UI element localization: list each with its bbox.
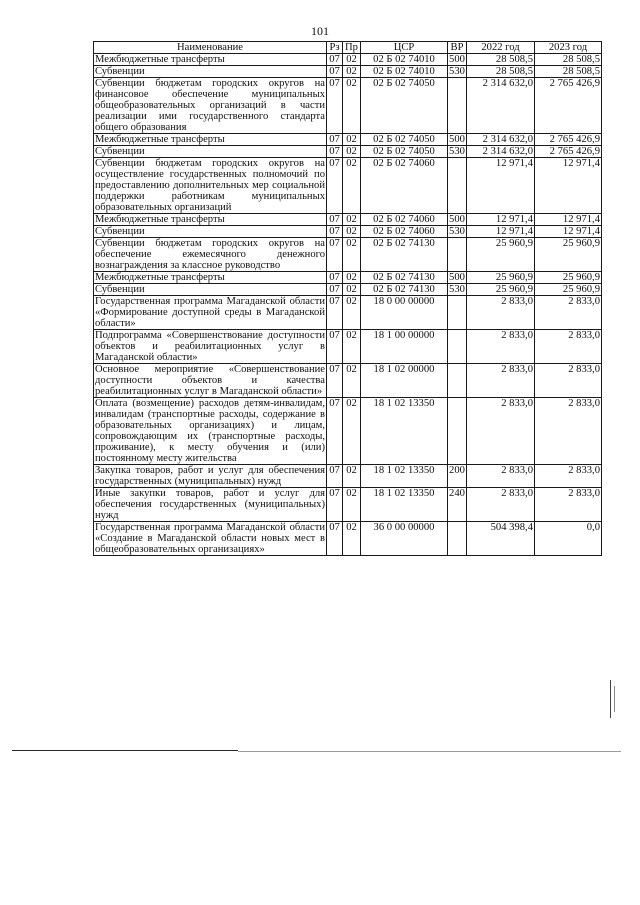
header-year-2022: 2022 год <box>467 42 535 54</box>
cell-rz: 07 <box>327 238 343 272</box>
cell-name: Основное мероприятие «Совершенствование доступности объектов и качества реабилитационных услуг в Магаданской области» <box>95 364 325 397</box>
cell-vr <box>448 522 467 556</box>
cell-amount-2023: 28 508,5 <box>535 54 602 66</box>
cell-csr: 02 Б 02 74060 <box>361 214 448 226</box>
cell-amount-2023: 25 960,9 <box>535 284 602 296</box>
cell-rz: 07 <box>327 54 343 66</box>
cell-pr: 02 <box>343 214 361 226</box>
cell-pr: 02 <box>343 522 361 556</box>
table-row <box>94 330 602 364</box>
page-number: 101 <box>311 24 329 38</box>
cell-rz: 07 <box>327 226 343 238</box>
cell-pr: 02 <box>343 330 361 364</box>
page-rule-right <box>238 751 621 752</box>
cell-name: Подпрограмма «Совершенствование доступности объектов и реабилитационных услуг в Магаданской области» <box>95 330 325 363</box>
cell-amount-2022: 2 833,0 <box>467 488 535 522</box>
cell-pr: 02 <box>343 238 361 272</box>
table-body <box>94 54 602 556</box>
cell-name: Закупка товаров, работ и услуг для обеспечения государственных (муниципальных) нужд <box>95 465 325 487</box>
cell-amount-2023: 28 508,5 <box>535 66 602 78</box>
cell-vr: 240 <box>448 488 467 522</box>
cell-amount-2022: 2 314 632,0 <box>467 134 535 146</box>
cell-amount-2023: 25 960,9 <box>535 272 602 284</box>
cell-pr: 02 <box>343 66 361 78</box>
cell-vr <box>448 330 467 364</box>
table-row <box>94 226 602 238</box>
cell-amount-2022: 2 833,0 <box>467 364 535 398</box>
table-row <box>94 364 602 398</box>
table-row <box>94 296 602 330</box>
cell-pr: 02 <box>343 158 361 214</box>
cell-csr: 18 1 00 00000 <box>361 330 448 364</box>
cell-amount-2023: 2 833,0 <box>535 465 602 488</box>
cell-rz: 07 <box>327 146 343 158</box>
cell-vr <box>448 296 467 330</box>
table-row <box>94 214 602 226</box>
header-vr: ВР <box>448 42 467 54</box>
cell-pr: 02 <box>343 465 361 488</box>
cell-csr: 02 Б 02 74130 <box>361 238 448 272</box>
table-row <box>94 78 602 134</box>
table-row <box>94 146 602 158</box>
cell-rz: 07 <box>327 214 343 226</box>
cell-amount-2022: 28 508,5 <box>467 66 535 78</box>
cell-pr: 02 <box>343 134 361 146</box>
scan-margin-mark <box>614 686 615 712</box>
cell-vr: 500 <box>449 134 465 145</box>
cell-csr: 02 Б 02 74010 <box>361 66 448 78</box>
cell-csr: 18 0 00 00000 <box>361 296 448 330</box>
cell-amount-2022: 2 833,0 <box>467 330 535 364</box>
cell-pr: 02 <box>343 488 361 522</box>
cell-rz: 07 <box>327 296 343 330</box>
cell-vr <box>448 238 467 272</box>
cell-csr: 02 Б 02 74130 <box>361 284 448 296</box>
cell-amount-2022: 2 314 632,0 <box>467 78 535 134</box>
cell-name: Субвенции <box>94 146 327 158</box>
cell-csr: 02 Б 02 74050 <box>361 78 448 134</box>
header-csr: ЦСР <box>361 42 448 54</box>
table-row <box>94 66 602 78</box>
cell-rz: 07 <box>327 158 343 214</box>
cell-rz: 07 <box>327 330 343 364</box>
cell-rz: 07 <box>327 78 343 134</box>
cell-amount-2023: 2 765 426,9 <box>535 134 602 146</box>
cell-amount-2022: 2 833,0 <box>467 296 535 330</box>
header-rz: Рз <box>327 42 343 54</box>
cell-rz: 07 <box>327 66 343 78</box>
cell-csr: 02 Б 02 74050 <box>361 146 448 158</box>
cell-rz: 07 <box>327 134 343 146</box>
cell-pr: 02 <box>343 226 361 238</box>
cell-name: Межбюджетные трансферты <box>94 272 327 284</box>
table-row <box>94 238 602 272</box>
cell-amount-2022: 12 971,4 <box>467 158 535 214</box>
cell-vr: 500 <box>449 214 465 225</box>
cell-rz: 07 <box>327 488 343 522</box>
cell-amount-2022: 2 833,0 <box>467 398 535 465</box>
cell-amount-2023: 2 833,0 <box>535 488 602 522</box>
cell-vr: 500 <box>449 54 465 65</box>
cell-pr: 02 <box>343 296 361 330</box>
cell-vr <box>448 158 467 214</box>
cell-name: Субвенции бюджетам городских округов на осуществление государственных полномочий по предоставлению дополнительных мер социальной поддержки работникам муниципальных образовательных организаций <box>95 158 325 213</box>
cell-vr <box>448 78 467 134</box>
cell-pr: 02 <box>343 272 361 284</box>
cell-pr: 02 <box>343 54 361 66</box>
cell-amount-2023: 25 960,9 <box>535 238 602 272</box>
cell-amount-2023: 2 833,0 <box>535 398 602 465</box>
cell-name: Субвенции <box>94 226 327 238</box>
table-row <box>94 134 602 146</box>
cell-vr <box>448 398 467 465</box>
cell-pr: 02 <box>343 398 361 465</box>
cell-rz: 07 <box>327 465 343 488</box>
table-row <box>94 158 602 214</box>
cell-amount-2023: 12 971,4 <box>535 158 602 214</box>
cell-vr <box>448 364 467 398</box>
cell-vr: 530 <box>449 284 465 295</box>
cell-csr: 36 0 00 00000 <box>361 522 448 556</box>
table-header-row <box>94 42 602 54</box>
cell-amount-2022: 25 960,9 <box>467 238 535 272</box>
cell-amount-2022: 25 960,9 <box>467 272 535 284</box>
cell-rz: 07 <box>327 284 343 296</box>
table-row <box>94 54 602 66</box>
cell-amount-2022: 504 398,4 <box>467 522 535 556</box>
cell-amount-2022: 28 508,5 <box>467 54 535 66</box>
cell-csr: 02 Б 02 74130 <box>361 272 448 284</box>
cell-pr: 02 <box>343 284 361 296</box>
scan-margin-mark <box>610 680 611 718</box>
table-row <box>94 284 602 296</box>
cell-amount-2022: 12 971,4 <box>467 226 535 238</box>
cell-csr: 18 1 02 13350 <box>361 398 448 465</box>
cell-amount-2023: 2 765 426,9 <box>535 78 602 134</box>
cell-csr: 02 Б 02 74010 <box>361 54 448 66</box>
cell-rz: 07 <box>327 398 343 465</box>
cell-name: Субвенции <box>94 66 327 78</box>
table-row <box>94 488 602 522</box>
cell-amount-2023: 2 833,0 <box>535 330 602 364</box>
page-rule-left <box>12 750 238 751</box>
cell-name: Субвенции бюджетам городских округов на обеспечение ежемесячного денежного вознаграждения за классное руководство <box>95 238 325 271</box>
budget-table <box>93 41 602 556</box>
cell-amount-2023: 12 971,4 <box>535 226 602 238</box>
cell-vr: 500 <box>449 272 465 283</box>
header-year-2023: 2023 год <box>535 42 602 54</box>
cell-vr: 530 <box>449 226 465 237</box>
header-pr: Пр <box>343 42 361 54</box>
cell-csr: 02 Б 02 74050 <box>361 134 448 146</box>
cell-name: Межбюджетные трансферты <box>94 134 327 146</box>
cell-amount-2023: 12 971,4 <box>535 214 602 226</box>
cell-amount-2022: 2 833,0 <box>467 465 535 488</box>
cell-amount-2023: 2 833,0 <box>535 364 602 398</box>
cell-pr: 02 <box>343 78 361 134</box>
cell-name: Государственная программа Магаданской области «Формирование доступной среды в Магаданской области» <box>95 296 325 329</box>
cell-pr: 02 <box>343 146 361 158</box>
cell-rz: 07 <box>327 364 343 398</box>
table-row <box>94 272 602 284</box>
header-name: Наименование <box>94 42 327 54</box>
cell-vr: 530 <box>449 66 465 77</box>
cell-name: Государственная программа Магаданской области «Создание в Магаданской области новых мест в общеобразовательных организациях» <box>95 522 325 555</box>
table-row <box>94 465 602 488</box>
cell-amount-2023: 2 833,0 <box>535 296 602 330</box>
cell-csr: 02 Б 02 74060 <box>361 226 448 238</box>
table-row <box>94 398 602 465</box>
cell-name: Иные закупки товаров, работ и услуг для обеспечения государственных (муниципальных) нужд <box>95 488 325 521</box>
cell-amount-2023: 0,0 <box>535 522 602 556</box>
cell-csr: 18 1 02 13350 <box>361 465 448 488</box>
cell-vr: 200 <box>448 465 467 488</box>
cell-name: Субвенции бюджетам городских округов на финансовое обеспечение муниципальных общеобразовательных организаций в части реализации ими государственного стандарта общего образования <box>95 78 325 133</box>
cell-csr: 02 Б 02 74060 <box>361 158 448 214</box>
cell-amount-2022: 12 971,4 <box>467 214 535 226</box>
cell-pr: 02 <box>343 364 361 398</box>
cell-amount-2023: 2 765 426,9 <box>535 146 602 158</box>
cell-rz: 07 <box>327 272 343 284</box>
cell-amount-2022: 2 314 632,0 <box>467 146 535 158</box>
cell-vr: 530 <box>449 146 465 157</box>
cell-csr: 18 1 02 00000 <box>361 364 448 398</box>
cell-name: Субвенции <box>94 284 327 296</box>
table-row <box>94 522 602 556</box>
cell-name: Межбюджетные трансферты <box>94 214 327 226</box>
cell-rz: 07 <box>327 522 343 556</box>
cell-csr: 18 1 02 13350 <box>361 488 448 522</box>
cell-name: Межбюджетные трансферты <box>94 54 327 66</box>
cell-name: Оплата (возмещение) расходов детям-инвалидам, инвалидам (транспортные расходы, содержание в образовательных организациях) и лицам, сопровождающим их (транспортные расходы, проживание), к месту обучения и (или) постоянному месту жительства <box>95 398 325 464</box>
cell-amount-2022: 25 960,9 <box>467 284 535 296</box>
